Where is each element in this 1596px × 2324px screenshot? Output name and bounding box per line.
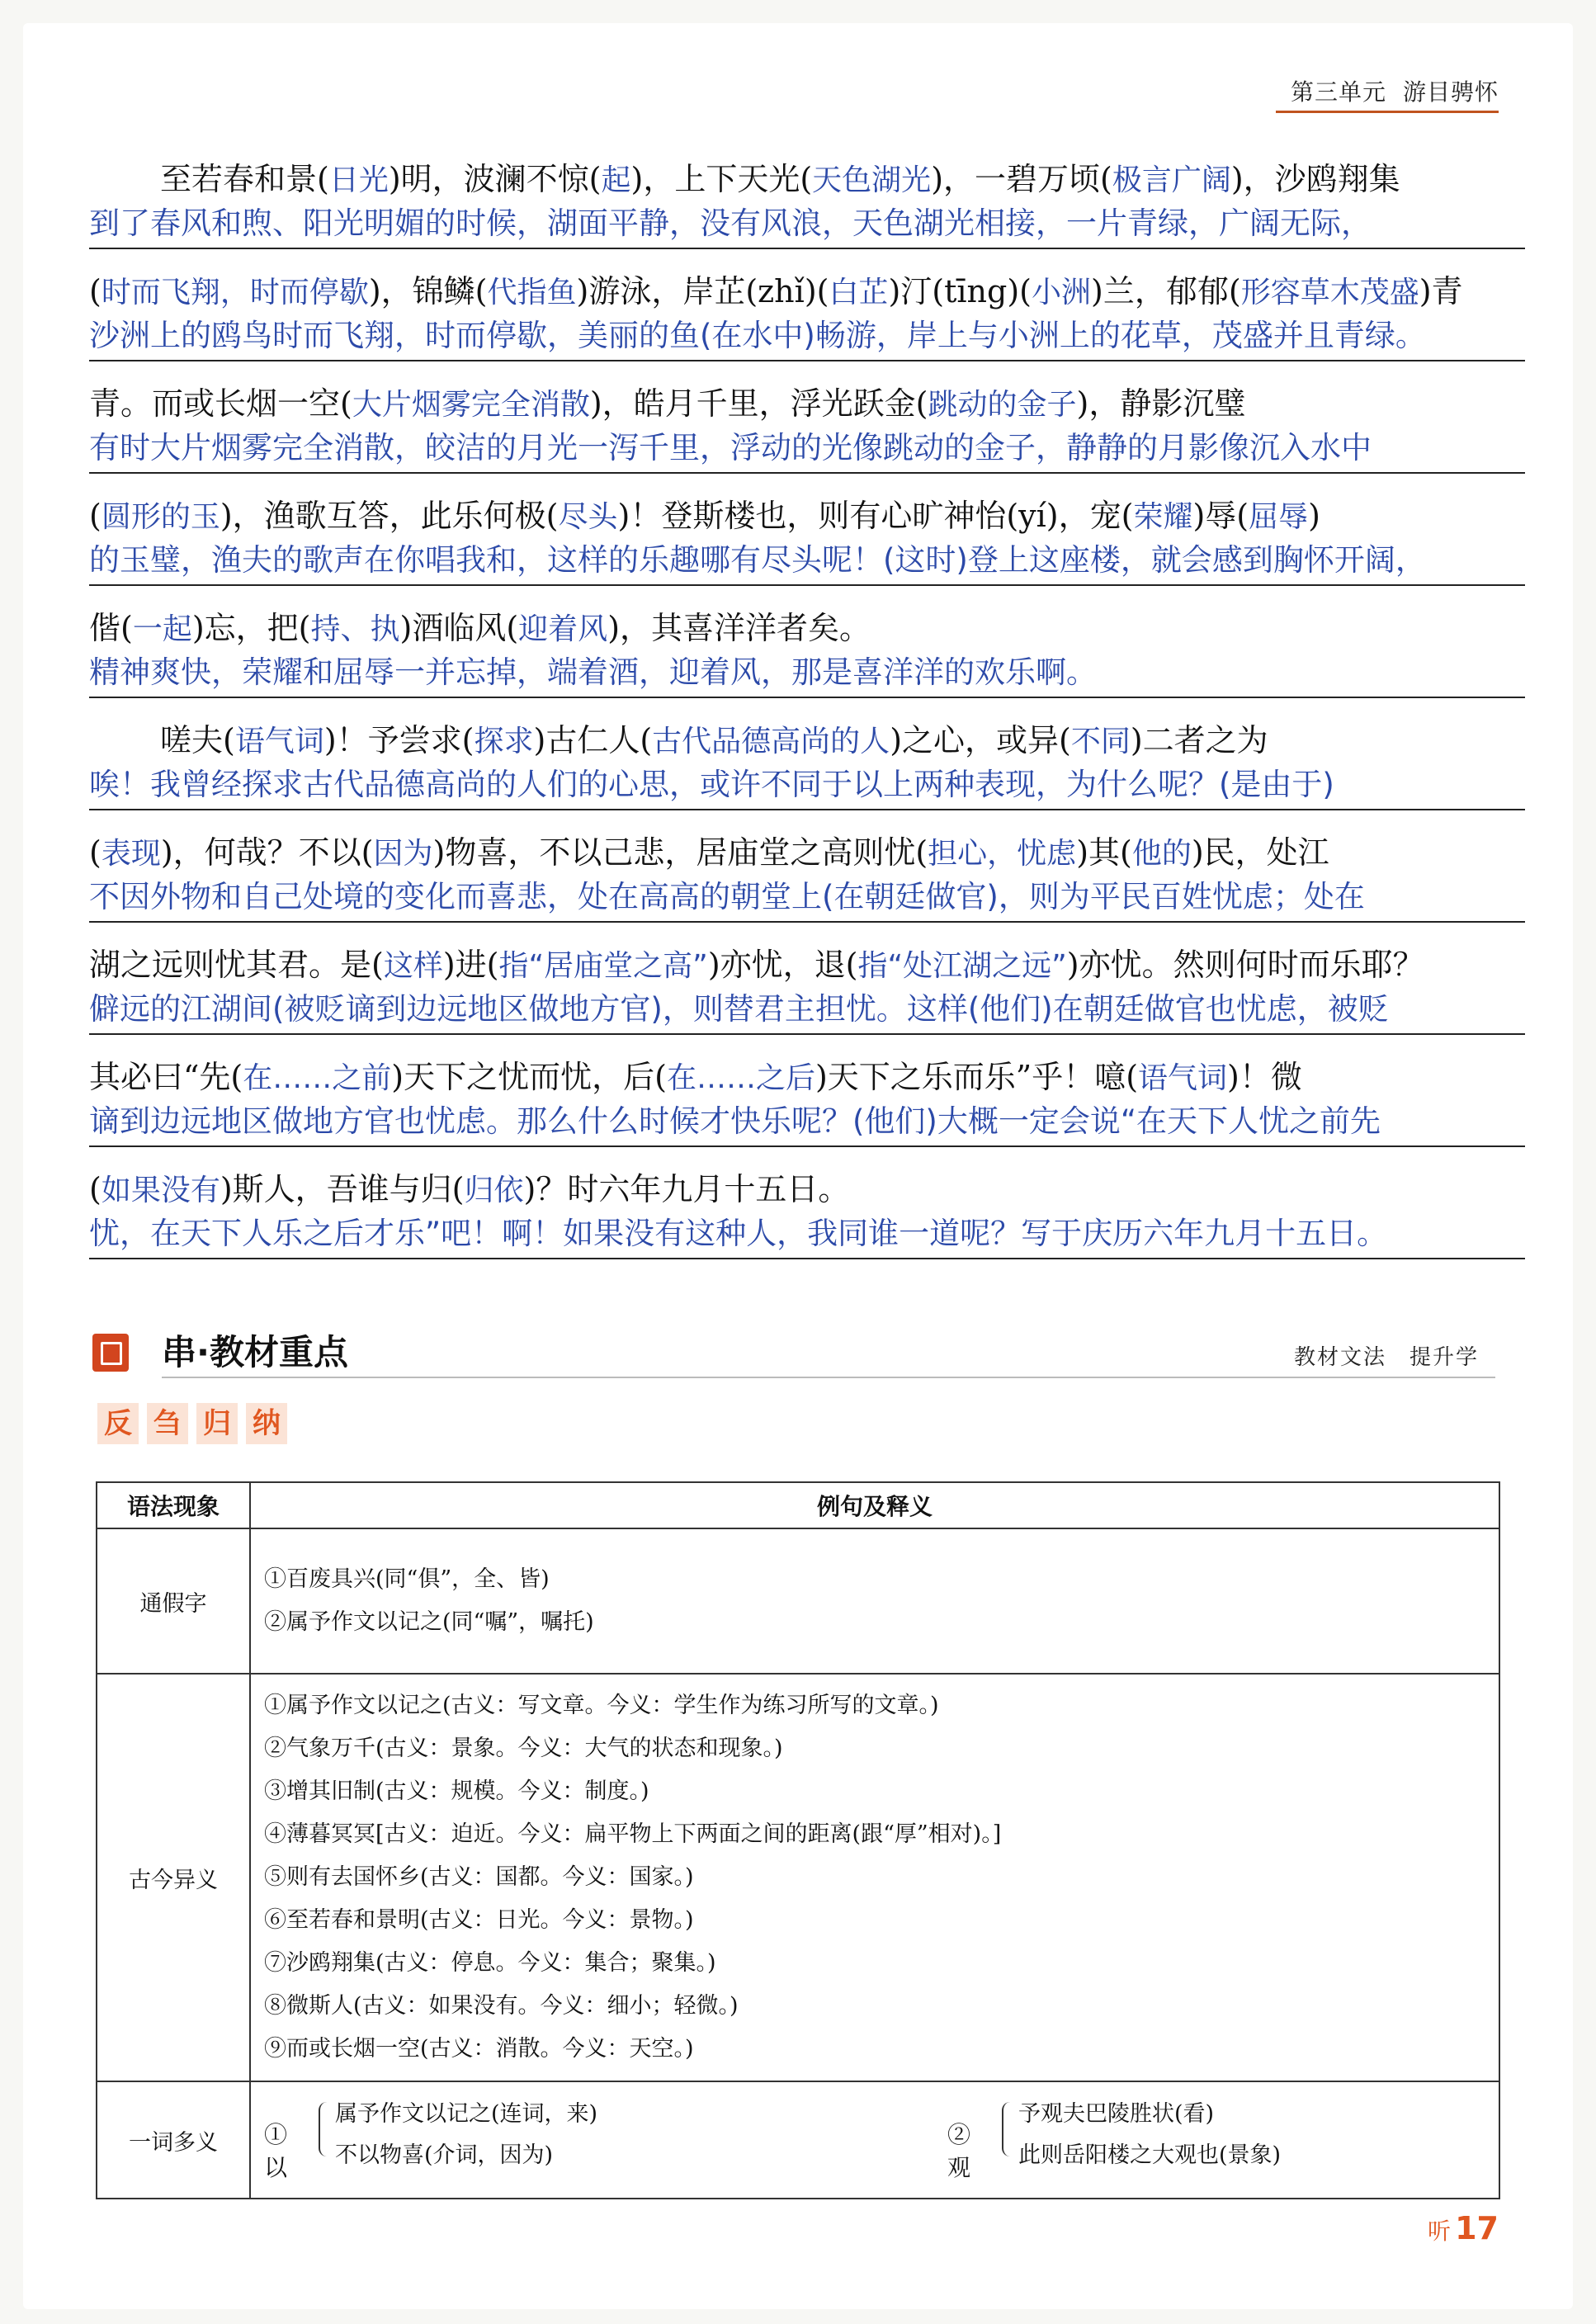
review-tag: [97, 1403, 295, 1448]
list-item: 属予作文以记之(连词，来): [335, 2101, 598, 2127]
original-text: )明，波澜不惊(: [388, 161, 602, 197]
original-text: )，静影沉璧: [1076, 385, 1246, 422]
polysemy-word: ①以: [264, 2121, 288, 2181]
list-item: 此则岳阳楼之大观也(景象): [1018, 2142, 1282, 2168]
table-header-row: [97, 1482, 1499, 1528]
list-item: ①百废具兴(同“俱”，全、皆): [264, 1566, 550, 1592]
header-underline: [1276, 111, 1499, 113]
brace-icon: [319, 2102, 332, 2156]
list-item: 予观夫巴陵胜状(看): [1018, 2101, 1215, 2127]
annotation-fill: 语气词: [1138, 1061, 1228, 1095]
footer-label: 听: [1428, 2218, 1452, 2245]
annotation-fill: 一起: [132, 612, 192, 646]
section-icon: [92, 1334, 129, 1372]
original-text: )，锦鳞(: [368, 273, 488, 309]
grammar-table: [96, 1481, 1500, 2199]
annotation-fill: 代指鱼: [487, 276, 577, 309]
original-line: [89, 1167, 1525, 1212]
original-text: )天下之乐而乐”乎！噫(: [815, 1059, 1139, 1095]
original-text: )民，处江: [1191, 834, 1329, 871]
row-label-duoyi: 一词多义: [97, 2081, 250, 2199]
original-text: )，其喜洋洋者矣。: [607, 610, 871, 646]
annotation-fill: 归依: [464, 1174, 524, 1207]
original-line: [89, 942, 1525, 987]
original-text: )二者之为: [1130, 722, 1268, 758]
original-text: )青: [1419, 273, 1463, 309]
translation-line: 精神爽快，荣耀和屈辱一并忘掉，端着酒，迎着风，那是喜洋洋的欢乐啊。: [89, 650, 1525, 698]
annotation-fill: 小洲: [1032, 276, 1092, 309]
annotation-fill: 这样: [383, 949, 443, 983]
original-line: [89, 606, 1525, 650]
original-text: )，皓月千里，浮光跃金(: [589, 385, 928, 422]
original-text: )游泳，岸芷(zhǐ)(: [576, 273, 829, 309]
original-text: 偕(: [89, 610, 133, 646]
original-text: )，一碧万顷(: [931, 161, 1112, 197]
original-line: [89, 494, 1525, 538]
original-text: )进(: [442, 947, 499, 983]
annotation-fill: 尽头: [558, 500, 618, 534]
original-text: )亦忧，退(: [707, 947, 858, 983]
passage: [89, 157, 1525, 1279]
table-row: [97, 2081, 1499, 2199]
translation-line: 沙洲上的鸥鸟时而飞翔，时而停歇，美丽的鱼(在水中)畅游，岸上与小洲上的花草，茂盛并且青绿。: [89, 314, 1525, 361]
annotation-fill: 天色湖光: [812, 163, 932, 197]
translation-line: 僻远的江湖间(被贬谪到边远地区做地方官)，则替君主担忧。这样(他们)在朝廷做官也忧虑，被贬: [89, 987, 1525, 1035]
translation-line: 忧，在天下人乐之后才乐”吧！啊！如果没有这种人，我同谁一道呢？写于庆历六年九月十五日。: [89, 1212, 1525, 1259]
original-text: ): [1308, 498, 1320, 534]
original-line: [89, 269, 1525, 314]
original-text: )，渔歌互答，此乐何极(: [220, 498, 559, 534]
list-item: ⑦沙鸥翔集(古义：停息。今义：集合；聚集。): [264, 1950, 716, 1976]
list-item: ③增其旧制(古义：规模。今义：制度。): [264, 1778, 649, 1804]
translation-line: 到了春风和煦、阳光明媚的时候，湖面平静，没有风浪，天色湖光相接，一片青绿，广阔无际，: [89, 201, 1525, 249]
original-text: 湖之远则忧其君。是(: [89, 947, 384, 983]
original-text: )！微: [1227, 1059, 1302, 1095]
list-item: ④薄暮冥冥[古义：迫近。今义：扁平物上下两面之间的距离(跟“厚”相对)。]: [264, 1821, 1002, 1847]
translation-line: 的玉璧，渔夫的歌声在你唱我和，这样的乐趣哪有尽头呢！(这时)登上这座楼，就会感到胸怀开阔，: [89, 538, 1525, 586]
original-text: )，何哉？不以(: [160, 834, 374, 871]
polysemy-lines: [335, 2094, 597, 2176]
original-text: )之心，或异(: [890, 722, 1071, 758]
annotation-fill: 不同: [1070, 725, 1131, 758]
annotation-fill: 在……之前: [243, 1061, 392, 1095]
list-item: ②属予作文以记之(同“嘱”，嘱托): [264, 1609, 594, 1635]
header-phenomenon: 语法现象: [97, 1482, 250, 1528]
original-text: )古仁人(: [533, 722, 653, 758]
row-label-tongjia: 通假字: [97, 1528, 250, 1674]
list-item: ⑥至若春和景明(古义：日光。今义：景物。): [264, 1907, 694, 1933]
annotation-fill: 古代品德高尚的人: [652, 725, 890, 758]
original-text: )！予尝求(: [323, 722, 475, 758]
annotation-fill: 圆形的玉: [101, 500, 220, 534]
list-item: ⑧微斯人(古义：如果没有。今义：细小；轻微。): [264, 1993, 739, 2019]
unit-header: [1291, 74, 1499, 107]
annotation-fill: 迎着风: [518, 612, 608, 646]
annotation-fill: 形容草木茂盛: [1240, 276, 1419, 309]
tag-char: 纳: [246, 1403, 287, 1444]
original-text: (: [89, 273, 102, 309]
translation-line: 有时大片烟雾完全消散，皎洁的月光一泻千里，浮动的光像跳动的金子，静静的月影像沉入水中: [89, 426, 1525, 474]
translation-line: 不因外物和自己处境的变化而喜悲，处在高高的朝堂上(在朝廷做官)，则为平民百姓忧虑；处在: [89, 875, 1525, 923]
list-item: ⑨而或长烟一空(古义：消散。今义：天空。): [264, 2036, 694, 2062]
translation-line: 唉！我曾经探求古代品德高尚的人们的心思，或许不同于以上两种表现，为什么呢？(是由于): [89, 763, 1525, 810]
tongjia-list: [250, 1528, 1499, 1674]
brace-icon: [1002, 2102, 1015, 2156]
original-text: )！登斯楼也，则有心旷神怡(yí)，宠(: [617, 498, 1134, 534]
annotation-fill: 如果没有: [101, 1174, 220, 1207]
duoyi-cell: [250, 2081, 1499, 2199]
original-line: [89, 718, 1525, 763]
tag-char: 反: [97, 1403, 139, 1444]
original-line: [89, 381, 1525, 426]
annotation-fill: 大片烟雾完全消散: [352, 388, 590, 422]
original-line: [89, 1055, 1525, 1099]
original-text: 嗟夫(: [160, 722, 235, 758]
list-item: ②气象万千(古义：景象。今义：大气的状态和现象。): [264, 1736, 783, 1761]
annotation-fill: 他的: [1131, 837, 1192, 871]
section-header: [92, 1329, 1495, 1378]
annotation-fill: 指“处江湖之远”: [857, 949, 1067, 983]
annotation-fill: 白芷: [829, 276, 889, 309]
annotation-fill: 担心，忧虑: [928, 837, 1077, 871]
list-item: ⑤则有去国怀乡(古义：国都。今义：国家。): [264, 1864, 694, 1890]
original-text: )，上下天光(: [630, 161, 813, 197]
annotation-fill: 时而飞翔，时而停歇: [101, 276, 369, 309]
gujin-list: [250, 1674, 1499, 2081]
annotation-fill: 持、执: [310, 612, 400, 646]
translation-line: 谪到边远地区做地方官也忧虑。那么什么时候才快乐呢？(他们)大概一定会说“在天下人忧之前先: [89, 1099, 1525, 1147]
original-text: )其(: [1076, 834, 1132, 871]
annotation-fill: 屈辱: [1249, 500, 1309, 534]
original-text: )兰，郁郁(: [1091, 273, 1241, 309]
original-line: [89, 157, 1525, 201]
annotation-fill: 起: [601, 163, 631, 197]
unit-topic: 游目骋怀: [1402, 78, 1499, 106]
original-text: )亦忧。然则何时而乐耶？: [1066, 947, 1424, 983]
original-text: )？时六年九月十五日。: [523, 1171, 850, 1207]
annotation-fill: 因为: [373, 837, 433, 871]
header-examples: 例句及释义: [250, 1482, 1499, 1528]
tag-char: 刍: [147, 1403, 188, 1444]
table-row: [97, 1674, 1499, 2081]
original-text: 其必曰“先(: [89, 1059, 243, 1095]
list-item: ①属予作文以记之(古义：写文章。今义：学生作为练习所写的文章。): [264, 1693, 939, 1718]
original-text: )辱(: [1192, 498, 1249, 534]
page-number: 17: [1455, 2210, 1499, 2246]
page-footer: [1428, 2210, 1499, 2246]
original-text: (: [89, 834, 102, 871]
tag-char: 归: [196, 1403, 238, 1444]
section-divider: [162, 1377, 1495, 1378]
annotation-fill: 表现: [101, 837, 161, 871]
unit-label: 第三单元: [1290, 78, 1386, 106]
original-text: (: [89, 1171, 102, 1207]
list-item: 不以物喜(介词，因为): [335, 2142, 554, 2168]
original-text: 至若春和景(: [160, 161, 329, 197]
section-subtitle: 教材文法 提升学: [1293, 1345, 1479, 1370]
original-text: )天下之忧而忧，后(: [391, 1059, 667, 1095]
original-text: )斯人，吾谁与归(: [220, 1171, 465, 1207]
original-text: 青。而或长烟一空(: [89, 385, 352, 422]
original-text: )物喜，不以己悲，居庙堂之高则忧(: [432, 834, 928, 871]
annotation-fill: 指“居庙堂之高”: [498, 949, 708, 983]
annotation-fill: 语气词: [234, 725, 324, 758]
table-row: [97, 1528, 1499, 1674]
annotation-fill: 在……之后: [666, 1061, 815, 1095]
section-title: 串·教材重点: [162, 1332, 348, 1372]
annotation-fill: 荣耀: [1133, 500, 1193, 534]
original-text: (: [89, 498, 102, 534]
original-text: )，沙鸥翔集: [1230, 161, 1400, 197]
original-line: [89, 830, 1525, 875]
annotation-fill: 极言广阔: [1112, 163, 1231, 197]
polysemy-word: ②观: [947, 2121, 971, 2181]
original-text: )酒临风(: [399, 610, 519, 646]
annotation-fill: 跳动的金子: [928, 388, 1077, 422]
annotation-fill: 探求: [474, 725, 534, 758]
original-text: )汀(tīng)(: [888, 273, 1032, 309]
annotation-fill: 日光: [328, 163, 389, 197]
original-text: )忘，把(: [191, 610, 311, 646]
polysemy-lines: [1018, 2094, 1281, 2176]
row-label-gujin: 古今异义: [97, 1674, 250, 2081]
